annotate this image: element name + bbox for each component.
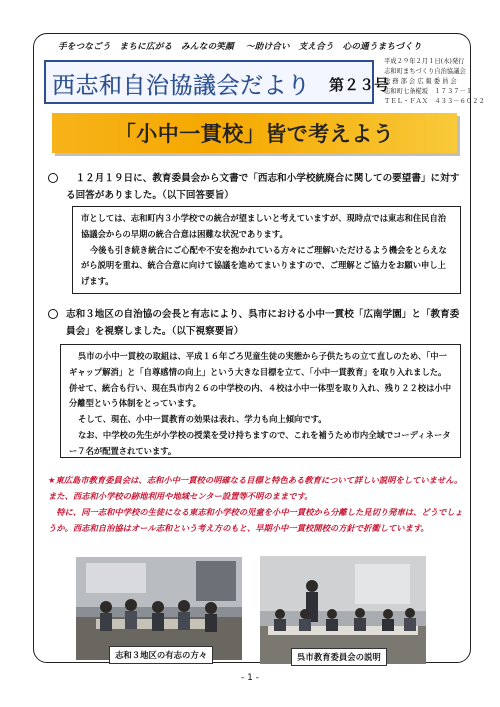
- photo-caption-volunteers: 志和３地区の有志の方々: [109, 646, 213, 664]
- tagline: 手をつなごう まちに広がる みんなの笑顔 ～助け合い 支え合う 心の通うまちづくり: [58, 42, 422, 52]
- photo-caption-education-board: 呉市教育委員会の説明: [291, 648, 387, 666]
- section-1-intro: [48, 170, 468, 204]
- photo-volunteers: [76, 557, 242, 660]
- newsletter-title: 西志和自治協議会だより: [52, 73, 311, 99]
- note-paragraph-1: ★東広島市教育委員会は、志和小中一貫校の明確なる目標と特色ある教育について詳しい説明をしていません。また、西志和小学校の跡地利用や地域センター設置等不明のままです。: [48, 475, 463, 501]
- section-2-intro: [48, 306, 468, 340]
- answer-summary-box: [72, 206, 461, 294]
- pubinfo-address: 志和町七条椛坂 １７３７－１: [384, 88, 473, 95]
- circle-bullet-icon: [48, 173, 58, 183]
- board-note: [48, 472, 468, 536]
- section-2-text: 志和３地区の自治協の会長と有志により、呉市における小中一貫校「広南学園」と「教育委員会」を視察しました。（以下視察要旨）: [66, 309, 460, 337]
- pubinfo-committee: 総 務 部 会 広 報 委 員 会: [384, 78, 457, 85]
- headline: 「小中一貫校」皆で考えよう: [114, 122, 395, 146]
- circle-bullet-icon: [48, 309, 58, 319]
- inspection-summary-box: [60, 344, 461, 458]
- inspection-paragraph-1: 呉市の小中一貫校の取組は、平成１６年ごろ児童生徒の実態から子供たちの立て直しのため、「中一ギャップ解消」と「自尊感情の向上」という大きな目標を立て、「小中一貫教育」を取り入れました。 併せて、統合も行い、現在呉市内２６の中学校の内、４校は小中一体型を取り入れ、残り２２校は小中分離型という体制をとっています。: [69, 351, 451, 409]
- meeting-room-photo: [76, 557, 242, 660]
- masthead: [44, 60, 390, 104]
- note-paragraph-2: 特に、同一志和中学校の生徒になる東志和小学校の児童を小中一貫校から分離した見切り発車は、どうでしょうか。西志和自治協はオール志和という考え方のもと、早期小中一貫校開校の方針で折衝しています。: [48, 507, 463, 533]
- issue-number: 第２３号: [329, 76, 390, 94]
- headline-banner: [52, 113, 457, 153]
- publication-info: [384, 57, 485, 107]
- pubinfo-phone: ＴＥＬ・ＦＡＸ ４３３－６０２２: [384, 98, 485, 105]
- section-1-text: １２月１９日に、教育委員会から文書で「西志和小学校統廃合に関しての要望書」に対する回答がありました。（以下回答要旨）: [66, 173, 460, 201]
- answer-paragraph-1: 市としては、志和町内３小学校での統合が望ましいと考えていますが、現時点では東志和住民自治協議会からの早期の統合合意は困難な状況であります。: [81, 213, 447, 239]
- pubinfo-date: 平成２９年２月１日(木)発行: [384, 58, 465, 65]
- pubinfo-publisher: 志和町まちづくり自治協議会: [384, 68, 466, 75]
- page-number: - 1 -: [241, 673, 259, 683]
- inspection-paragraph-3: なお、中学校の先生が小学校の授業を受け持ちますので、これを補うため市内全域でコーディネーター７名が配置されています。: [69, 429, 451, 456]
- inspection-paragraph-2: そして、現在、小中一貫教育の効果は表れ、学力も向上傾向です。: [78, 414, 327, 425]
- answer-paragraph-2: 今後も引き続き統合にご心配や不安を抱かれている方々にご理解いただけるよう機会をとらえながら説明を重ね、統合合意に向けて協議を進めてまいりますので、ご理解とご協力をお願い申し上げます。: [81, 244, 447, 287]
